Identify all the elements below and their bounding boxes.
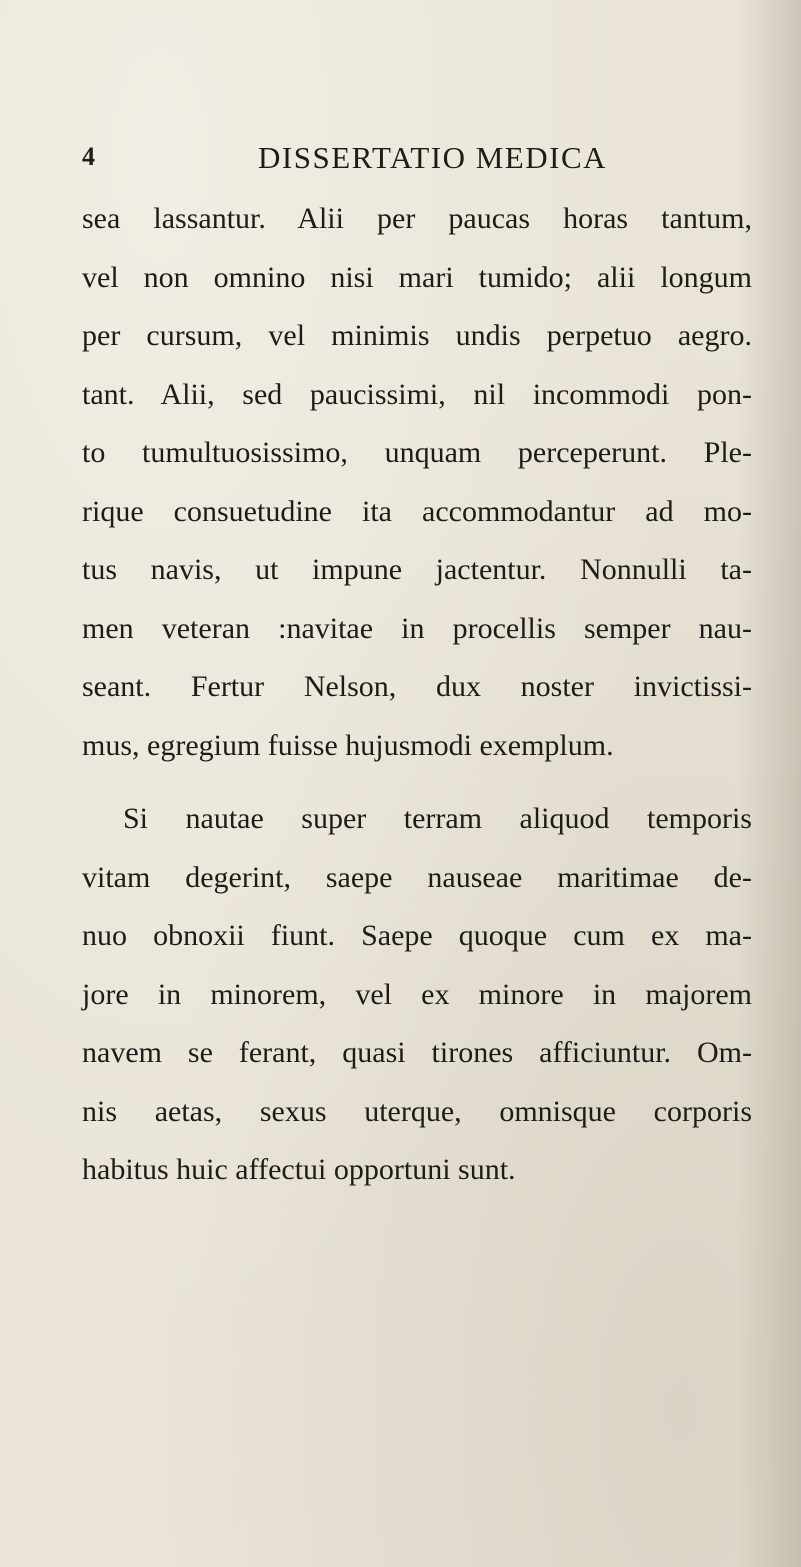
running-title: DISSERTATIO MEDICA <box>258 140 608 175</box>
text-line: sea lassantur. Alii per paucas horas tantum, <box>82 202 752 235</box>
text-line: navem se ferant, quasi tirones afficiuntur. Om- <box>82 1036 752 1069</box>
text-line: seant. Fertur Nelson, dux noster invictissi- <box>82 670 752 703</box>
text-line: habitus huic affectui opportuni sunt. <box>82 1153 516 1186</box>
text-line: to tumultuosissimo, unquam perceperunt. Ple- <box>82 436 752 469</box>
text-line: tus navis, ut impune jactentur. Nonnulli ta- <box>82 553 752 586</box>
paragraph-2 <box>82 790 752 1200</box>
text-line: nis aetas, sexus uterque, omnisque corporis <box>82 1094 752 1128</box>
text-line: nuo obnoxii fiunt. Saepe quoque cum ex ma- <box>82 919 752 952</box>
text-line: jore in minorem, vel ex minore in majorem <box>82 977 752 1011</box>
text-line: vel non omnino nisi mari tumido; alii longum <box>82 260 752 294</box>
text-line: tant. Alii, sed paucissimi, nil incommodi pon- <box>82 377 752 411</box>
text-line: Si nautae super terram aliquod temporis <box>123 802 752 835</box>
text-line: per cursum, vel minimis undis perpetuo aegro. <box>82 319 752 352</box>
text-line: rique consuetudine ita accommodantur ad mo- <box>82 494 752 528</box>
text-line: vitam degerint, saepe nauseae maritimae de- <box>82 860 752 894</box>
page-header <box>0 128 801 184</box>
text-line: mus, egregium fuisse hujusmodi exemplum. <box>82 728 614 762</box>
text-line: men veteran :navitae in procellis semper nau- <box>82 611 752 645</box>
page-number: 4 <box>82 142 95 171</box>
paragraph-1 <box>82 190 752 775</box>
